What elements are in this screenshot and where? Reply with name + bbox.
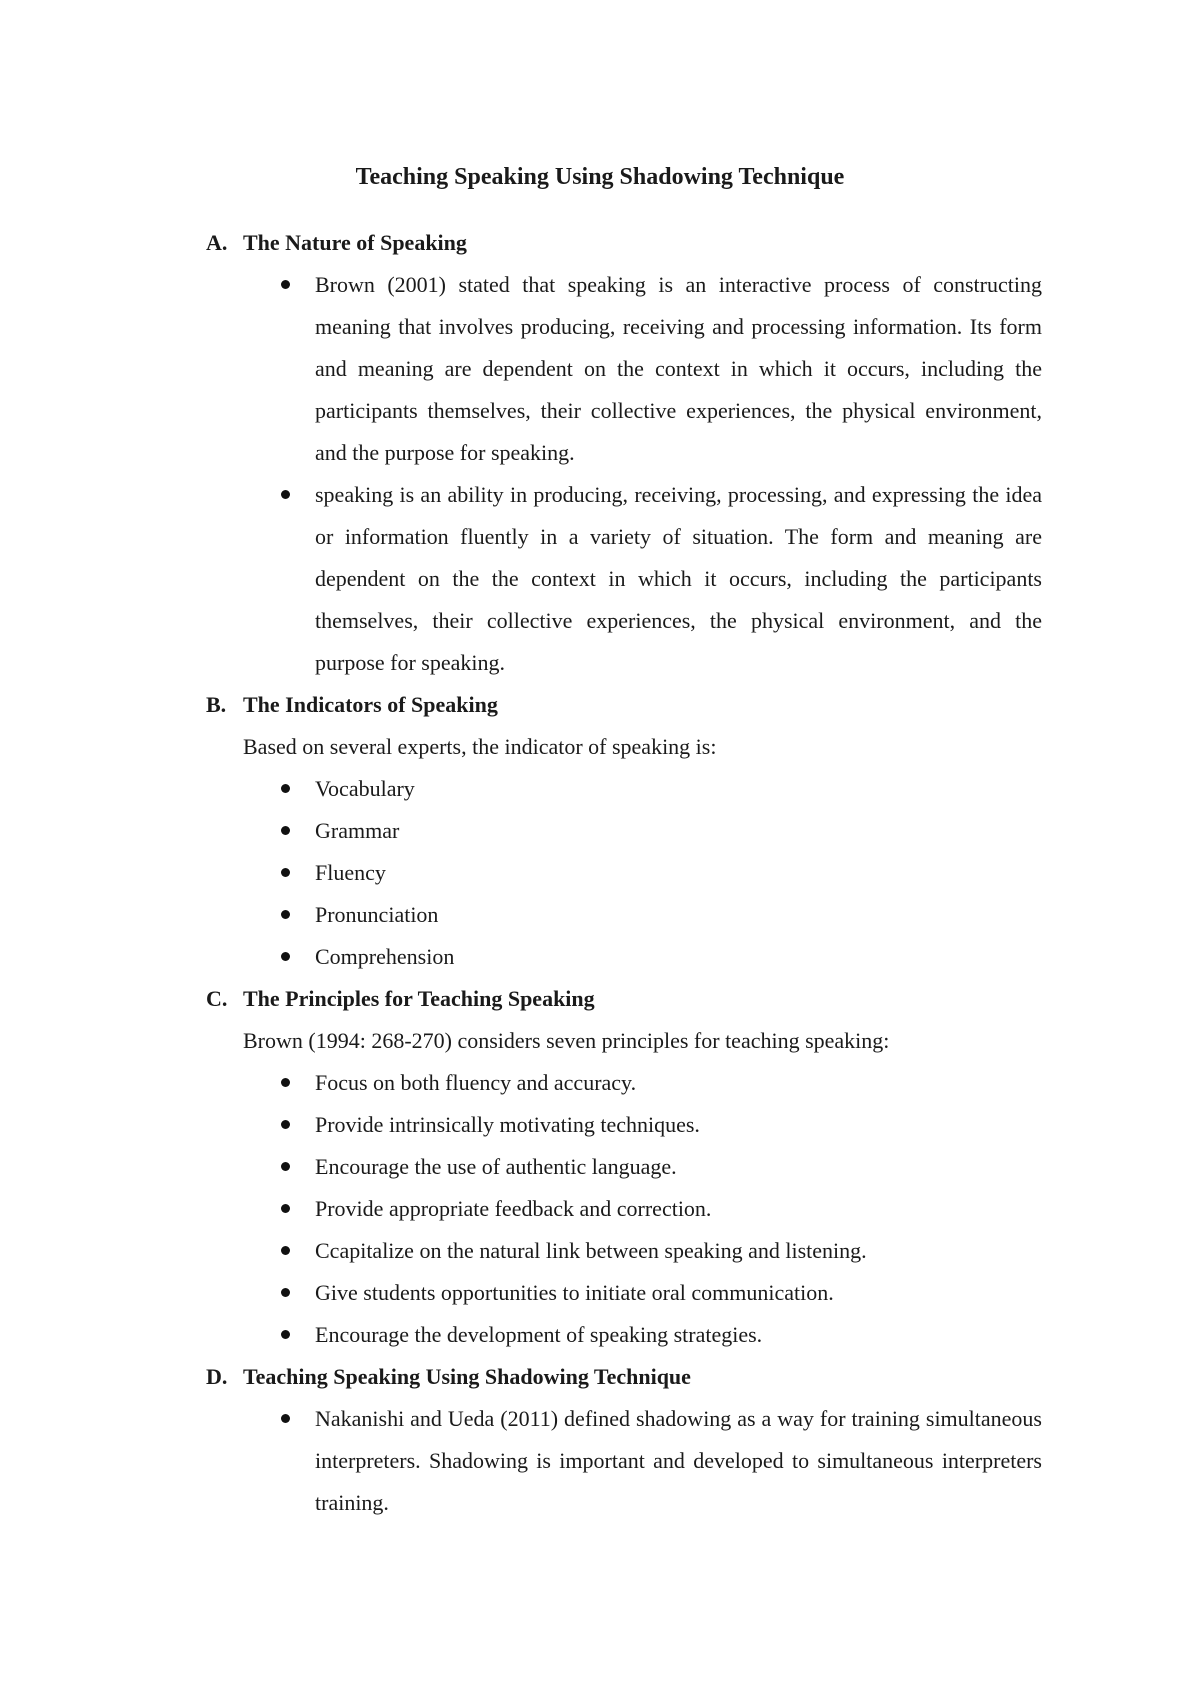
bullet-icon: [281, 280, 290, 289]
list-item-text: Focus on both fluency and accuracy.: [315, 1070, 637, 1095]
section-letter: B.: [206, 692, 227, 717]
list-item-text: Pronunciation: [315, 902, 439, 927]
bullet-list: [206, 1062, 1042, 1356]
list-item: [315, 852, 1042, 894]
list-item-text: Comprehension: [315, 944, 455, 969]
list-item: [315, 1062, 1042, 1104]
list-item-text: Grammar: [315, 818, 400, 843]
list-item-text: Brown (2001) stated that speaking is an interactive process of constructing meaning that involves producing, receiving and processing information. Its form and meaning are dependent on the context in which it occurs, including the participants themselves, their collective experiences, the physical environment, and the purpose for speaking.: [315, 272, 1042, 465]
bullet-icon: [281, 490, 290, 499]
list-item: [315, 1314, 1042, 1356]
section-c: [206, 978, 1042, 1356]
section-heading: [206, 684, 1042, 726]
bullet-icon: [281, 1246, 290, 1255]
section-letter: C.: [206, 986, 228, 1011]
section-heading-text: The Principles for Teaching Speaking: [243, 986, 595, 1011]
bullet-icon: [281, 1330, 290, 1339]
bullet-list: [206, 264, 1042, 684]
section-b: [206, 684, 1042, 978]
bullet-icon: [281, 784, 290, 793]
section-heading-text: The Indicators of Speaking: [243, 692, 498, 717]
section-d: [206, 1356, 1042, 1524]
list-item-text: Nakanishi and Ueda (2011) defined shadowing as a way for training simultaneous interpreters. Shadowing is important and developed to simultaneous interpreters training.: [315, 1406, 1042, 1515]
bullet-icon: [281, 1204, 290, 1213]
section-heading: [206, 1356, 1042, 1398]
list-item: [315, 1230, 1042, 1272]
section-letter: D.: [206, 1364, 228, 1389]
list-item: [315, 810, 1042, 852]
list-item-text: Provide intrinsically motivating techniques.: [315, 1112, 700, 1137]
list-item-text: Encourage the use of authentic language.: [315, 1154, 677, 1179]
bullet-list: [206, 1398, 1042, 1524]
list-item: [315, 1188, 1042, 1230]
section-letter: A.: [206, 230, 228, 255]
list-item-text: Vocabulary: [315, 776, 415, 801]
section-heading-text: Teaching Speaking Using Shadowing Technique: [243, 1364, 691, 1389]
list-item: [315, 1104, 1042, 1146]
list-item-text: Ccapitalize on the natural link between speaking and listening.: [315, 1238, 867, 1263]
section-intro: Based on several experts, the indicator of speaking is:: [243, 734, 717, 759]
list-item-text: Encourage the development of speaking strategies.: [315, 1322, 763, 1347]
list-item: [315, 894, 1042, 936]
list-item: [315, 1398, 1042, 1524]
bullet-icon: [281, 826, 290, 835]
section-heading: [206, 222, 1042, 264]
bullet-icon: [281, 868, 290, 877]
section-heading: [206, 978, 1042, 1020]
bullet-icon: [281, 1414, 290, 1423]
list-item-text: Fluency: [315, 860, 386, 885]
list-item-text: Give students opportunities to initiate oral communication.: [315, 1280, 834, 1305]
bullet-list: [206, 768, 1042, 978]
bullet-icon: [281, 1162, 290, 1171]
document-title: Teaching Speaking Using Shadowing Technique: [355, 164, 845, 190]
list-item-text: Provide appropriate feedback and correction.: [315, 1196, 712, 1221]
bullet-icon: [281, 1288, 290, 1297]
bullet-icon: [281, 1078, 290, 1087]
section-a: [206, 222, 1042, 684]
list-item: [315, 768, 1042, 810]
list-item: [315, 1146, 1042, 1188]
list-item: [315, 264, 1042, 474]
section-intro: Brown (1994: 268-270) considers seven principles for teaching speaking:: [243, 1028, 890, 1053]
list-item: [315, 474, 1042, 684]
document-body: [206, 222, 1042, 1524]
bullet-icon: [281, 952, 290, 961]
bullet-icon: [281, 910, 290, 919]
section-heading-text: The Nature of Speaking: [243, 230, 467, 255]
list-item: [315, 936, 1042, 978]
list-item: [315, 1272, 1042, 1314]
bullet-icon: [281, 1120, 290, 1129]
list-item-text: speaking is an ability in producing, receiving, processing, and expressing the idea or information fluently in a variety of situation. The form and meaning are dependent on the the context in which it occurs, including the participants themselves, their collective experiences, the physical environment, and the purpose for speaking.: [315, 482, 1042, 675]
